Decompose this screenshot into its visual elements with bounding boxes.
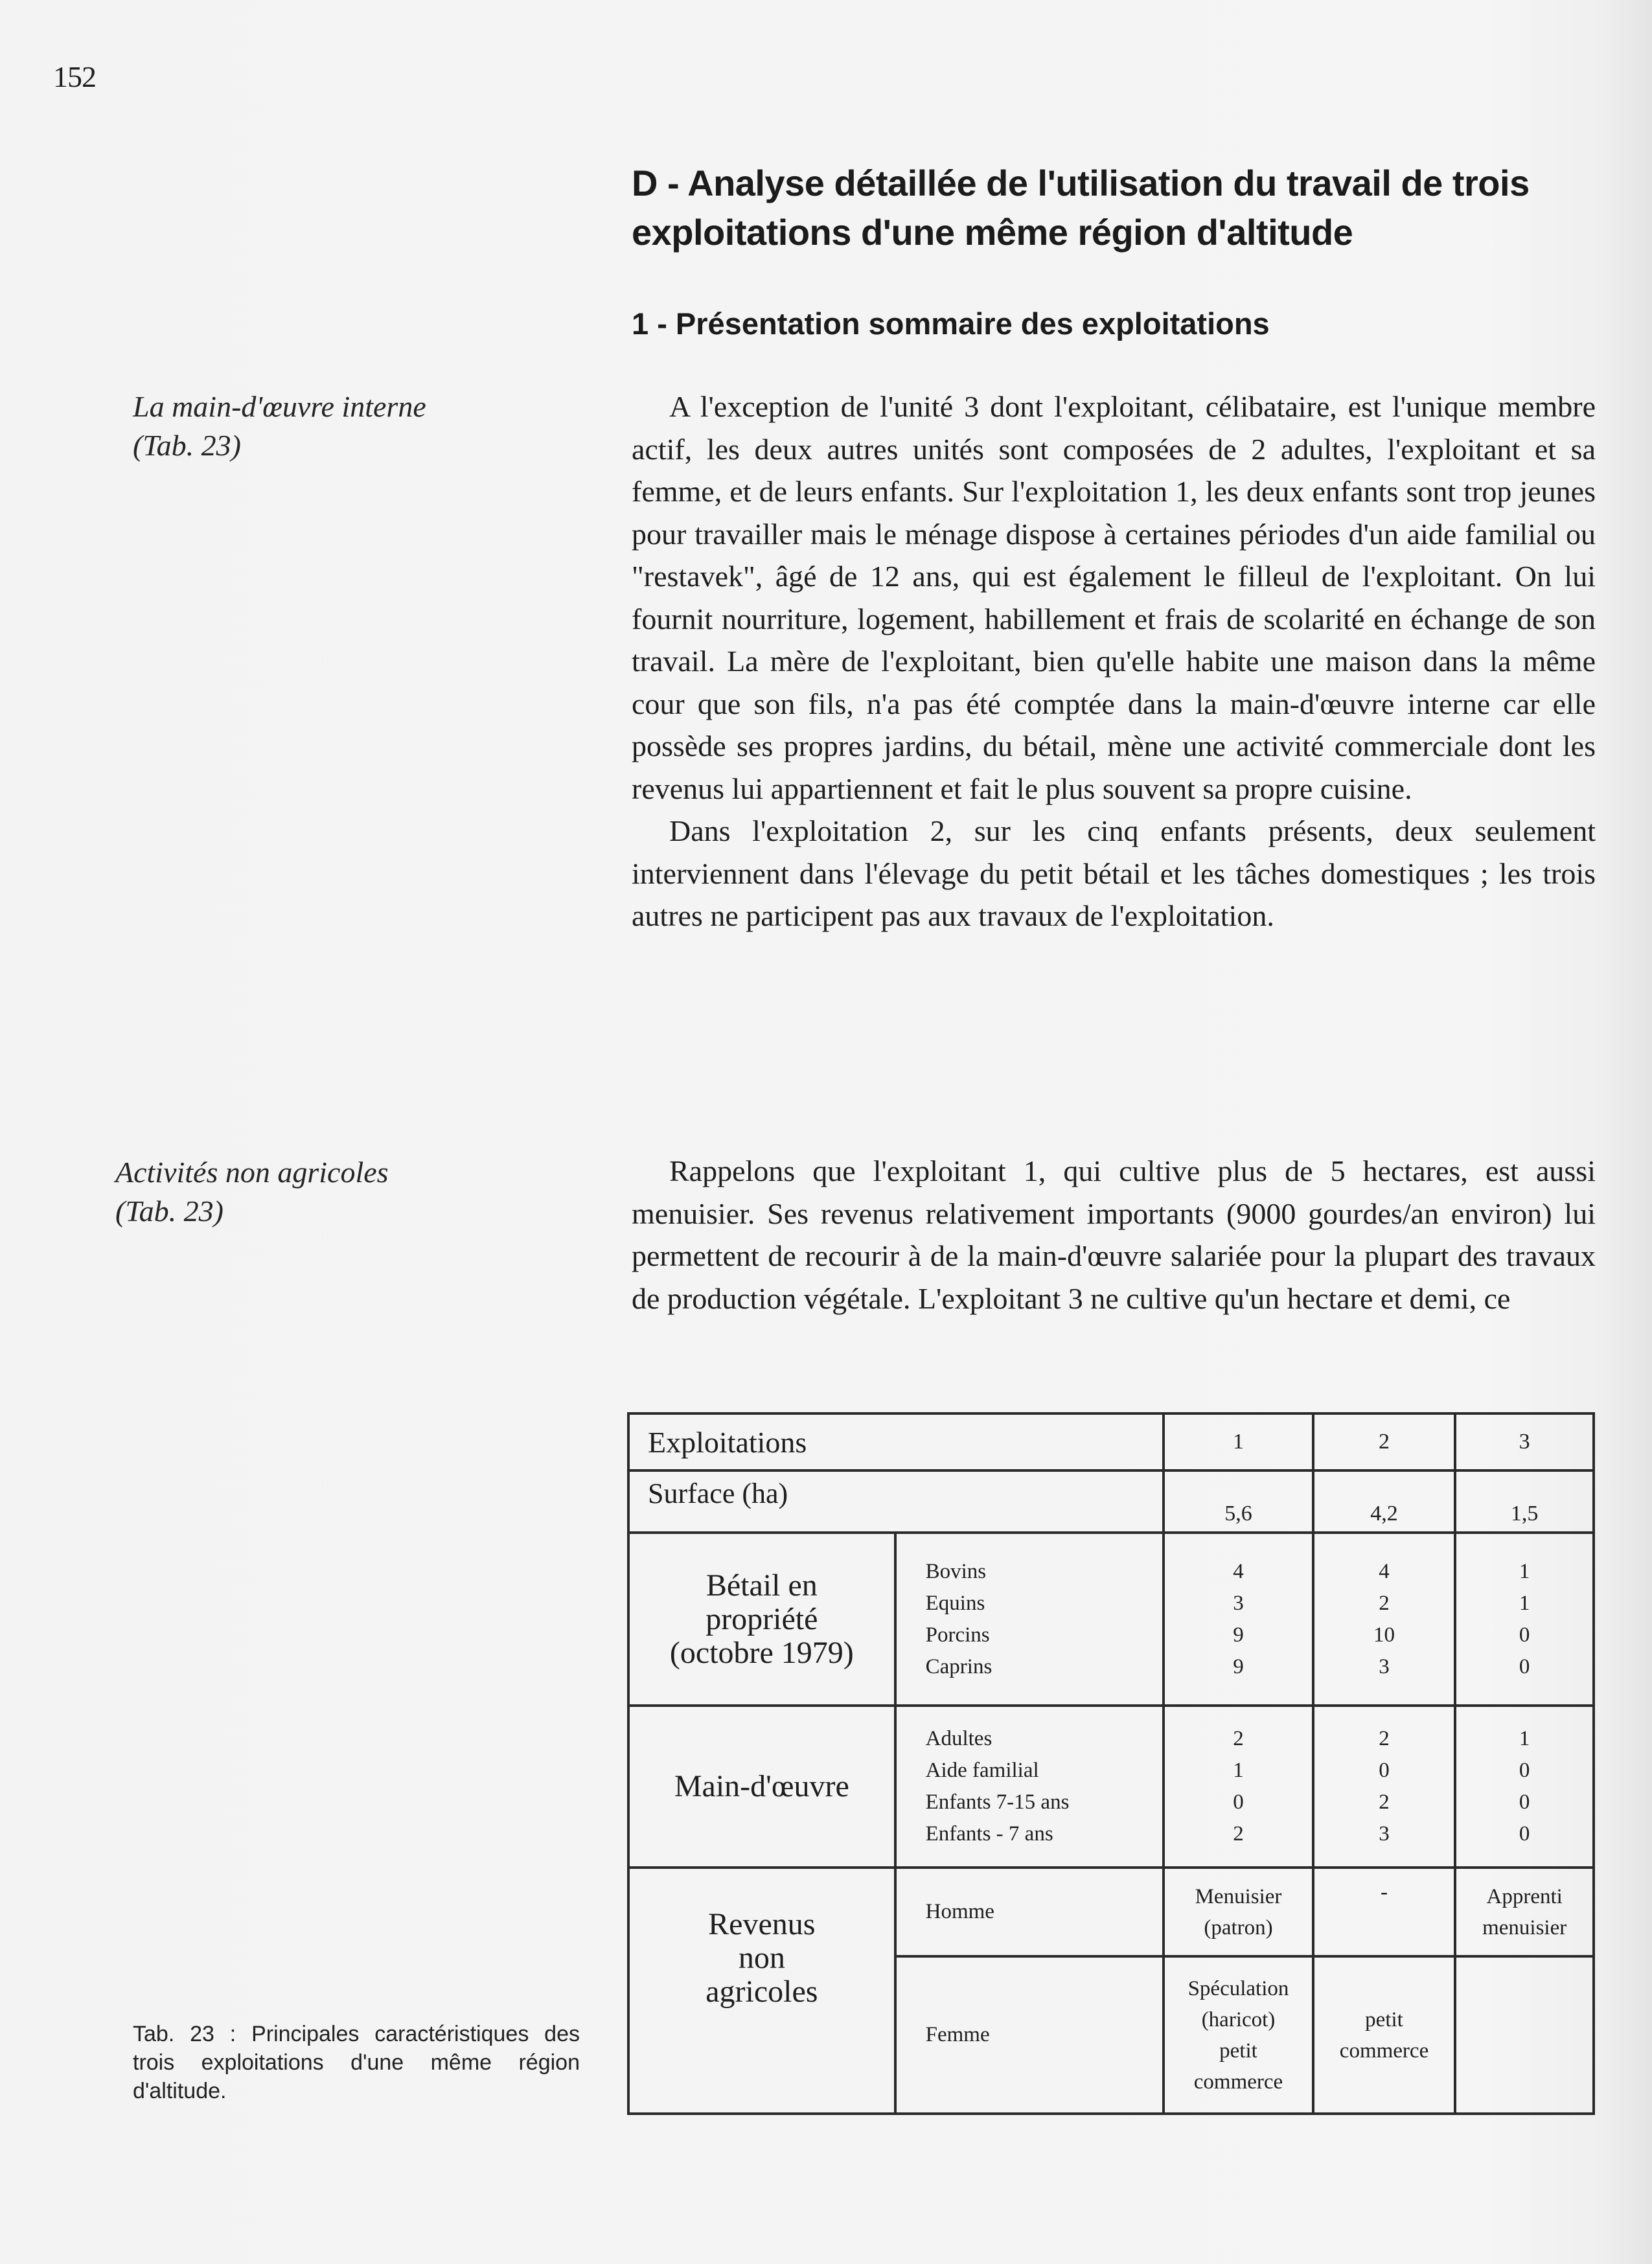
group-label-line: agricoles bbox=[706, 1974, 818, 2009]
revenus-homme-label: Homme bbox=[895, 1868, 1164, 1956]
col-header-1: 1 bbox=[1164, 1413, 1313, 1470]
table-row-revenus-homme bbox=[628, 1868, 1594, 1956]
margin-note-text: La main-d'œuvre interne bbox=[133, 390, 426, 423]
cell-value: 1 bbox=[1519, 1727, 1530, 1750]
cell-value: 1 bbox=[1233, 1759, 1244, 1782]
cell-value: Apprenti bbox=[1486, 1884, 1563, 1908]
sublabel: Adultes bbox=[925, 1727, 992, 1750]
cell-value: (patron) bbox=[1204, 1915, 1273, 1939]
cell-value: 2 bbox=[1379, 1727, 1390, 1750]
section-title: 1 - Présentation sommaire des exploitations bbox=[632, 306, 1270, 341]
cell-value: 1 bbox=[1519, 1559, 1530, 1583]
betail-values-2 bbox=[1313, 1533, 1456, 1706]
sublabel: Enfants - 7 ans bbox=[925, 1822, 1053, 1846]
header-label: Exploitations bbox=[628, 1413, 1164, 1470]
cell-value: petit bbox=[1219, 2039, 1257, 2063]
table-caption: Tab. 23 : Principales caractéristiques des trois exploitations d'une même région d'altitude. bbox=[133, 2022, 580, 2103]
main-doeuvre-values-1 bbox=[1164, 1706, 1313, 1868]
cell-value: 1 bbox=[1519, 1591, 1530, 1615]
revenus-femme-1 bbox=[1164, 1956, 1313, 2114]
revenus-femme-2 bbox=[1313, 1956, 1456, 2114]
group-label-line: (octobre 1979) bbox=[669, 1635, 854, 1670]
surface-label: Surface (ha) bbox=[628, 1470, 1164, 1533]
revenus-group-label bbox=[628, 1868, 895, 2114]
table-row-surface bbox=[628, 1470, 1594, 1533]
cell-value: 3 bbox=[1379, 1822, 1390, 1846]
margin-note-activites bbox=[115, 1153, 389, 1231]
group-label-line: non bbox=[738, 1941, 785, 1975]
cell-value: 2 bbox=[1379, 1790, 1390, 1814]
margin-note-ref: (Tab. 23) bbox=[133, 429, 241, 462]
col-header-2: 2 bbox=[1313, 1413, 1456, 1470]
page-number: 152 bbox=[53, 60, 96, 93]
betail-values-3 bbox=[1455, 1533, 1594, 1706]
cell-value: commerce bbox=[1193, 2070, 1283, 2094]
chapter-title: D - Analyse détaillée de l'utilisation du travail de trois exploitations d'une même région d'altitude bbox=[632, 163, 1530, 253]
body-text-block-1 bbox=[632, 385, 1596, 937]
cell-value: 0 bbox=[1519, 1759, 1530, 1782]
cell-value: 4 bbox=[1233, 1559, 1244, 1583]
revenus-homme-1 bbox=[1164, 1868, 1313, 1956]
table-23 bbox=[627, 1412, 1595, 2115]
revenus-femme-label: Femme bbox=[895, 1956, 1164, 2114]
sublabel: Porcins bbox=[925, 1623, 990, 1647]
betail-values-1 bbox=[1164, 1533, 1313, 1706]
group-label-line: Bétail en bbox=[706, 1568, 818, 1603]
main-doeuvre-values-3 bbox=[1455, 1706, 1594, 1868]
cell-value: 0 bbox=[1379, 1759, 1390, 1782]
revenus-homme-3 bbox=[1455, 1868, 1594, 1956]
cell-value: 9 bbox=[1233, 1654, 1244, 1678]
cell-value: 3 bbox=[1379, 1654, 1390, 1678]
cell-value: 0 bbox=[1233, 1790, 1244, 1814]
cell-value: petit bbox=[1365, 2007, 1403, 2031]
cell-value: Menuisier bbox=[1195, 1884, 1282, 1908]
table-row-betail bbox=[628, 1533, 1594, 1706]
margin-note-text: Activités non agricoles bbox=[115, 1156, 389, 1189]
table-row-header bbox=[628, 1413, 1594, 1470]
cell-value: 2 bbox=[1233, 1822, 1244, 1846]
cell-value: 3 bbox=[1233, 1591, 1244, 1615]
betail-group-label bbox=[628, 1533, 895, 1706]
cell-value: Spéculation bbox=[1187, 1976, 1289, 2000]
cell-value: 2 bbox=[1379, 1591, 1390, 1615]
cell-value: 4 bbox=[1379, 1559, 1390, 1583]
cell-value: 2 bbox=[1233, 1727, 1244, 1750]
group-label-line: Revenus bbox=[708, 1907, 816, 1941]
margin-note-ref: (Tab. 23) bbox=[115, 1195, 224, 1228]
cell-value: 0 bbox=[1519, 1654, 1530, 1678]
surface-value: 5,6 bbox=[1164, 1470, 1313, 1533]
revenus-femme-3 bbox=[1455, 1956, 1594, 2114]
sublabel: Equins bbox=[925, 1591, 985, 1615]
sublabel: Aide familial bbox=[925, 1759, 1039, 1782]
cell-value: 10 bbox=[1373, 1623, 1395, 1647]
margin-note-main-doeuvre bbox=[133, 387, 426, 465]
table-row-main-doeuvre bbox=[628, 1706, 1594, 1868]
paragraph: Rappelons que l'exploitant 1, qui cultive plus de 5 hectares, est aussi menuisier. Ses revenus relativement importants (9000 gourdes/an environ) lui permettent de recourir à de la main-d'œuvre salariée pour la plupart des travaux de production végétale. L'exploitant 3 ne cultive qu'un hectare et demi, ce bbox=[632, 1154, 1596, 1315]
revenus-homme-2 bbox=[1313, 1868, 1456, 1956]
paragraph: A l'exception de l'unité 3 dont l'exploitant, célibataire, est l'unique membre actif, les deux autres unités sont composées de 2 adultes, l'exploitant et sa femme, et de leurs enfants. Sur l'exploitation 1, les deux enfants sont trop jeunes pour travailler mais le ménage dispose à certaines périodes d'un aide familial ou "restavek", âgé de 12 ans, qui est également le filleul de l'exploitant. On lui fournit nourriture, logement, habillement et frais de scolarité en échange de son travail. La mère de l'exploitant, bien qu'elle habite une maison dans la même cour que son fils, n'a pas été comptée dans la main-d'œuvre interne car elle possède ses propres jardins, du bétail, mène une activité commerciale dont les revenus lui appartiennent et fait le plus souvent sa propre cuisine. bbox=[632, 390, 1596, 805]
group-label-line: propriété bbox=[706, 1601, 818, 1636]
main-doeuvre-values-2 bbox=[1313, 1706, 1456, 1868]
cell-value: 0 bbox=[1519, 1790, 1530, 1814]
body-text-block-2 bbox=[632, 1150, 1596, 1320]
cell-value: (haricot) bbox=[1201, 2007, 1276, 2031]
cell-value: commerce bbox=[1339, 2039, 1429, 2063]
cell-value: - bbox=[1381, 1881, 1388, 1904]
col-header-3: 3 bbox=[1455, 1413, 1594, 1470]
sublabel: Bovins bbox=[925, 1559, 987, 1583]
paragraph: Dans l'exploitation 2, sur les cinq enfants présents, deux seulement interviennent dans l'élevage du petit bétail et les tâches domestiques ; les trois autres ne participent pas aux travaux de l'exploitation. bbox=[632, 814, 1596, 932]
sublabel: Caprins bbox=[925, 1654, 992, 1678]
main-doeuvre-sublabels bbox=[895, 1706, 1164, 1868]
surface-value: 1,5 bbox=[1455, 1470, 1594, 1533]
cell-value: menuisier bbox=[1482, 1915, 1567, 1939]
sublabel: Enfants 7-15 ans bbox=[925, 1790, 1070, 1814]
surface-value: 4,2 bbox=[1313, 1470, 1456, 1533]
cell-value: 0 bbox=[1519, 1623, 1530, 1647]
betail-sublabels bbox=[895, 1533, 1164, 1706]
cell-value: 0 bbox=[1519, 1822, 1530, 1846]
main-doeuvre-group-label: Main-d'œuvre bbox=[628, 1706, 895, 1868]
cell-value: 9 bbox=[1233, 1623, 1244, 1647]
